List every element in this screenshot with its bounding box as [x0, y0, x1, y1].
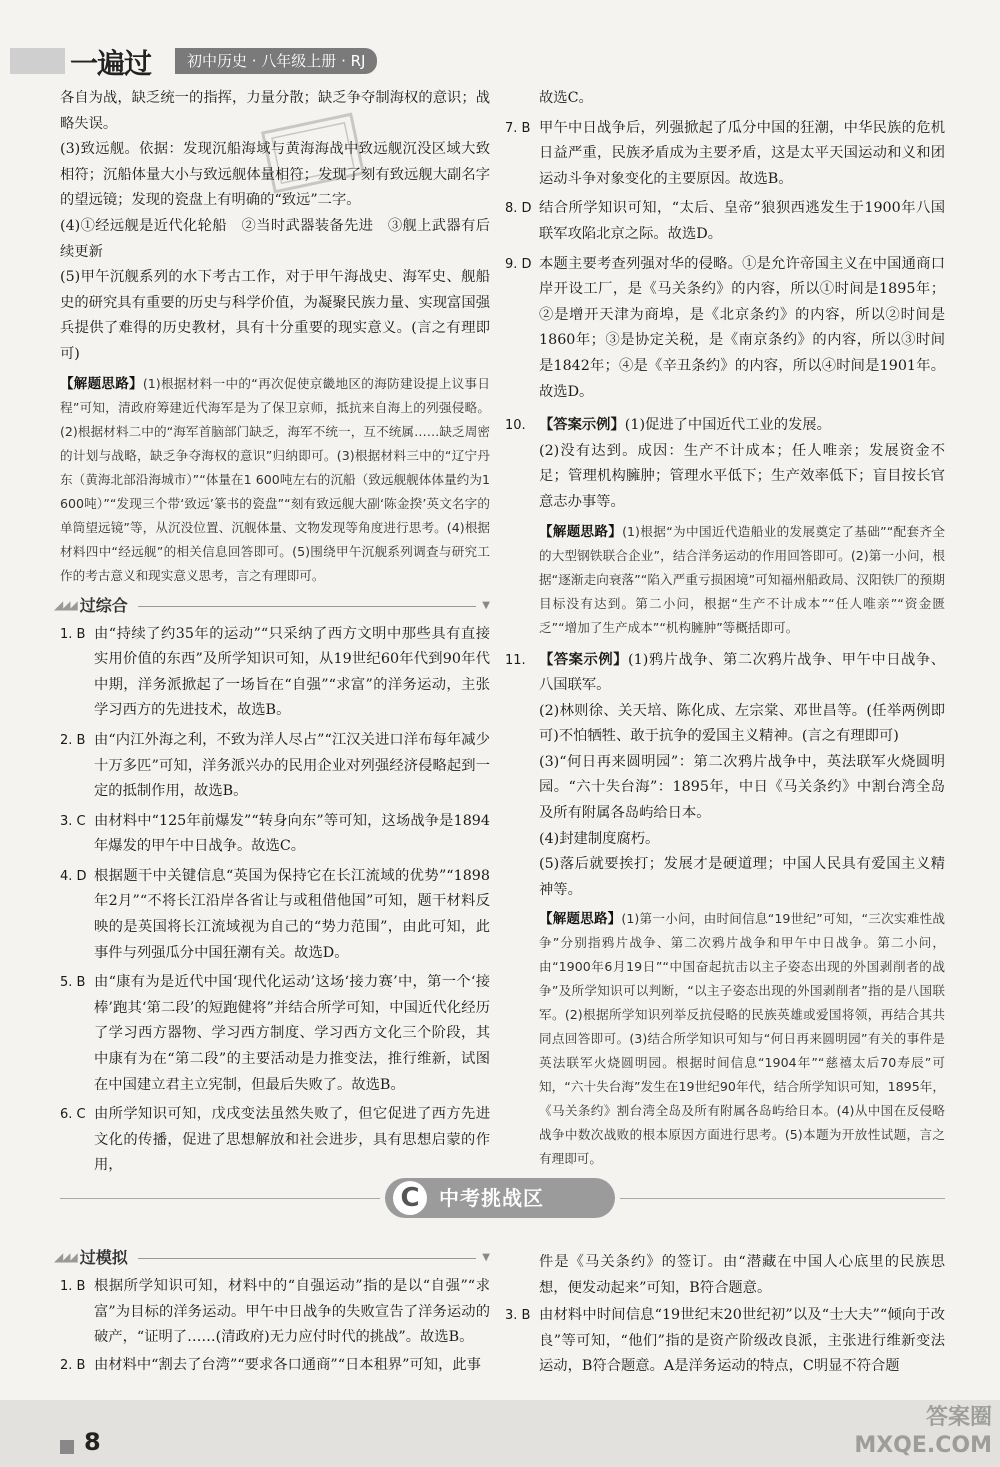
item-text: 由“内江外海之利，不致为洋人尽占”“江汉关进口洋布每年减少十万多匹”可知，洋务派兴办的民用企业对列强经济侵略起到一定的抵制作用，故选B。 [94, 731, 490, 800]
note-tag: 【解题思路】 [539, 523, 623, 540]
banner-rule-left [60, 1198, 380, 1199]
page-number: 8 [84, 1428, 101, 1456]
item-text: (4)封建制度腐朽。 [539, 830, 660, 847]
series-logo: 一遍过 [70, 47, 152, 80]
item-number: 4. D [60, 868, 87, 884]
answer-paragraph: (3)致远舰。依据：发现沉船海域与黄海海战中致远舰沉没区域大致相符；沉船体量大小与致远舰体量相符；发现了刻有致远舰大副名字的望远镜；发现的瓷盘上有明确的“致远”二字。 [60, 141, 490, 209]
item-text: 由所学知识可知，戊戌变法虽然失败了，但它促进了西方先进文化的传播，促进了思想解放和社会进步，具有思想启蒙的作用， [94, 1106, 490, 1174]
answer-tag: 【答案示例】 [539, 651, 629, 668]
item-text: 根据所学知识可知，材料中的“自强运动”指的是以“自强”“求富”为目标的洋务运动。甲午中日战争的失败宣告了洋务运动的破产，“证明了……(清政府)无力应付时代的挑战”。故选B。 [94, 1278, 490, 1346]
item-number: 3. B [505, 1308, 531, 1324]
answer-paragraph: (4)①经远舰是近代化轮船 ②当时武器装备先进 ③舰上武器有后续更新 [60, 217, 490, 260]
item-number: 5. B [60, 975, 86, 991]
item-number: 1. B [60, 1279, 86, 1294]
triangle-down-icon: ▼ [482, 599, 490, 611]
answer-item [60, 622, 490, 724]
right-column-lower [505, 1250, 945, 1380]
left-column [54, 86, 490, 1179]
note-text: (1)第一小问，由时间信息“19世纪”可知，“三次实难性战争”分别指鸦片战争、第二次鸦片战争和甲午中日战争。第二小问，由“1900年6月19日”“中国奋起抗击以主子姿态出现的外国剥削者的战争”及所学知识可以判断，“以主子姿态出现的外国剥削者”指的是八国联军。(2)根据所学知识列举反抗侵略的民族英雄或爱国将领，再结合其共同点回答即可。(3)结合所学知识可知与“何日再来圆明园”有关的事件是英法联军火烧圆明园。根据时间信息“1904年”“慈禧太后70寿辰”可知，“六十失台海”发生在19世纪90年代，结合所学知识可知，1895年，《马关条约》割台湾全岛及所有附属各岛屿给日本。(4)从中国在反侵略战争中数次战败的根本原因方面进行思考。(5)本题为开放性试题，言之有理即可。 [539, 911, 946, 1167]
item-text: 由材料中“125年前爆发”“转身向东”等可知，这场战争是1894年爆发的甲午中日战争。故选C。 [94, 812, 490, 855]
answer-item-10 [505, 413, 945, 639]
item-text: 由材料中“割去了台湾”“要求各口通商”“日本租界”可知，此事 [94, 1356, 481, 1373]
item-number: 3. C [60, 813, 86, 829]
answer-item [60, 970, 490, 1098]
answer-item [505, 1303, 945, 1380]
section-mark-icon: ◢◢◢ [54, 1250, 76, 1265]
left-column-lower [54, 1240, 490, 1378]
section-title: 过模拟 [79, 1248, 128, 1268]
section-rule [138, 1257, 477, 1259]
item-text: 故选C。 [539, 90, 593, 106]
section-rule [138, 605, 477, 607]
item-text: 本题主要考查列强对华的侵略。①是允许帝国主义在中国通商口岸开设工厂，是《马关条约》的内容，所以①时间是1895年；②是增开天津为商埠，是《北京条约》的内容，所以②时间是1860年；③是协定关税，是《南京条约》的内容，所以③时间是1842年；④是《辛丑条约》的内容，所以④时间是1901年。故选D。 [539, 255, 945, 400]
item-text: (1)促进了中国近代工业的发展。 [624, 417, 831, 434]
item-text: 甲午中日战争后，列强掀起了瓜分中国的狂潮，中华民族的危机日益严重，民族矛盾成为主要矛盾，这是太平天国运动和义和团运动斗争对象变化的主要原因。故选B。 [539, 119, 945, 187]
answer-paragraph: (5)甲午沉舰系列的水下考古工作，对于甲午海战史、海军史、舰船史的研究具有重要的历史与科学价值，为凝聚民族力量、实现富国强兵提供了难得的历史教材，具有十分重要的现实意义。(言之有理即可) [60, 269, 490, 362]
exam-challenge-banner [385, 1178, 615, 1218]
item-number [505, 86, 539, 112]
item-number: 9. D [505, 256, 532, 272]
item-text: (3)“何日再来圆明园”：第二次鸦片战争中，英法联军火烧圆明园。“六十失台海”：1895年，中日《马关条约》中割台湾全岛及所有附属各岛屿给日本。 [539, 753, 945, 822]
answer-item [505, 196, 945, 247]
solution-note [60, 372, 490, 588]
item-text: 结合所学知识可知，“太后、皇帝”狼狈西逃发生于1900年八国联军攻陷北京之际。故选D。 [539, 200, 945, 242]
item-text: (2)没有达到。成因：生产不计成本；任人唯亲；发展资金不足；管理机构臃肿；管理水平低下；生产效率低下；盲目按长官意志办事等。 [539, 442, 945, 510]
banner-letter-badge: C [393, 1181, 427, 1215]
item-body [539, 413, 945, 639]
item-number: 6. C [60, 1107, 86, 1123]
answer-paragraph: 各自为战，缺乏统一的指挥，力量分散；缺乏争夺制海权的意识；战略失误。 [60, 90, 490, 132]
item-text: (2)林则徐、关天培、陈化成、左宗棠、邓世昌等。(任举两例即可)不怕牺牲、敢于抗争的爱国主义精神。(言之有理即可) [539, 702, 945, 745]
footer-square-icon [60, 1440, 74, 1454]
answer-item [60, 809, 490, 860]
answer-item [505, 252, 945, 406]
item-text: 由材料中时间信息“19世纪末20世纪初”以及“士大夫”“倾向于改良”等可知，“他们”指的是资产阶级改良派，主张进行维新变法运动，B符合题意。A是洋务运动的特点，C明显不符合题 [539, 1307, 945, 1375]
watermark-text: 答案圈 MXQE.COM [854, 1405, 992, 1458]
answer-item [60, 1102, 490, 1179]
answer-item [60, 1274, 490, 1351]
note-text: (1)根据材料一中的“再次促使京畿地区的海防建设提上议事日程”可知，清政府筹建近代海军是为了保卫京师，抵抗来自海上的列强侵略。(2)根据材料二中的“海军首脑部门缺乏，海军不统一，互不统属……缺乏周密的计划与战略，缺乏争夺海权的意识”归纳即可。(3)根据材料三中的“辽宁丹东（黄海北部沿海城市）”“体量在1 600吨左右的沉船（致远舰舰体体量约为1 600吨）”“发现三个带‘致远’篆书的瓷盘”“刻有致远舰大副‘陈金揆’英文名字的单筒望远镜”等，从沉没位置、沉舰体量、文物发现等角度进行思考。(4)根据材料四中“经远舰”的相关信息回答即可。(5)围绕甲午沉舰系列调查与研究工作的考古意义和现实意义思考，言之有理即可。 [60, 375, 490, 583]
header-grey-tab [10, 48, 65, 74]
item-number: 8. D [505, 201, 532, 217]
section-heading [54, 1244, 490, 1272]
section-title: 过综合 [79, 595, 128, 615]
item-number: 2. B [60, 1357, 86, 1373]
banner-rule-right [620, 1198, 945, 1199]
answer-item [60, 1353, 490, 1379]
item-number: 11. [505, 652, 526, 668]
answer-item [505, 1250, 945, 1301]
item-text: 由“康有为是近代中国‘现代化运动’这场‘接力赛’中，第一个‘接棒’跑其‘第二段’的短跑健将”并结合所学可知，中国近代化经历了学习西方器物、学习西方制度、学习西方文化三个阶段，其中康有为在“第二段”的主要活动是力推变法，推行维新，试图在中国建立君主立宪制，但最后失败了。故选B。 [94, 974, 490, 1093]
banner-title: 中考挑战区 [439, 1186, 544, 1210]
item-number: 1. B [60, 626, 86, 642]
watermark-logo [802, 1400, 992, 1460]
page-header [10, 40, 430, 80]
answer-item-11 [505, 648, 945, 1172]
item-number: 2. B [60, 732, 86, 748]
item-number: 7. B [505, 120, 531, 136]
triangle-down-icon: ▼ [482, 1252, 490, 1264]
item-text: 根据题干中关键信息“英国为保持它在长江流域的优势”“1898年2月”“不将长江沿岸各省让与或租借他国”可知，题干材料反映的是英国将长江流域视为自己的“势力范围”，由此可知，此事件与列强瓜分中国狂潮有关。故选D。 [94, 867, 490, 961]
solution-note [539, 520, 945, 640]
book-label: 初中历史 · 八年级上册 · RJ [175, 48, 377, 74]
item-body [539, 648, 945, 1172]
section-mark-icon: ◢◢◢ [54, 597, 76, 612]
answer-item [60, 864, 490, 966]
note-text: (1)根据“为中国近代造船业的发展奠定了基础”“配套齐全的大型钢铁联合企业”，结合洋务运动的作用回答即可。(2)第一小问，根据“逐渐走向衰落”“陷入严重亏损困境”可知福州船政局、汉阳铁厂的预期目标没有达到。第二小问，根据“生产不计成本”“任人唯亲”“资金匮乏”“增加了生产成本”“机构臃肿”等概括即可。 [539, 523, 945, 635]
item-number [505, 1250, 539, 1301]
answer-item [60, 728, 490, 805]
item-text: (5)落后就要挨打；发展才是硬道理；中国人民具有爱国主义精神等。 [539, 856, 945, 898]
item-text: (1)鸦片战争、第二次鸦片战争、甲午中日战争、八国联军。 [539, 651, 946, 694]
answer-item [505, 86, 945, 112]
answer-tag: 【答案示例】 [539, 417, 625, 434]
item-number: 10. [505, 418, 526, 434]
right-column [505, 86, 945, 1171]
note-tag: 【解题思路】 [60, 375, 143, 392]
section-heading [54, 592, 490, 620]
solution-note [539, 907, 945, 1171]
item-text: 件是《马关条约》的签订。由“潜藏在中国人心底里的民族思想，便发动起来”可知，B符合题意。 [539, 1254, 945, 1296]
item-text: 由“持续了约35年的运动”“只采纳了西方文明中那些具有直接实用价值的东西”及所学知识可知，从19世纪60年代到90年代中期，洋务派掀起了一场旨在“自强”“求富”的洋务运动，主张学习西方的先进技术，故选B。 [94, 625, 490, 719]
answer-item [505, 116, 945, 193]
note-tag: 【解题思路】 [539, 911, 622, 928]
